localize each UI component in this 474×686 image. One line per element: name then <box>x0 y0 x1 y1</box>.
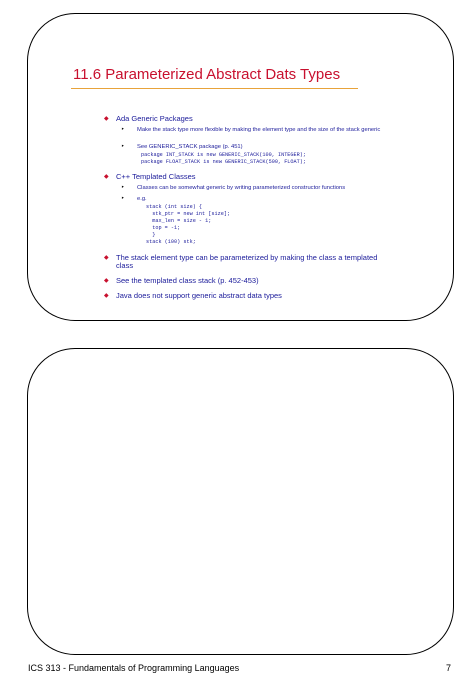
diamond-bullet-icon: ◆ <box>104 293 109 299</box>
arrow-bullet-icon: ‣ <box>121 185 125 191</box>
empty-notes-frame <box>27 348 454 655</box>
code-line: top = -1; <box>146 225 181 231</box>
diamond-bullet-icon: ◆ <box>104 174 109 180</box>
diamond-bullet-icon: ◆ <box>104 278 109 284</box>
code-line: stack (int size) { <box>146 204 203 210</box>
code-line: stk_ptr = new int [size]; <box>146 211 231 217</box>
arrow-bullet-icon: ‣ <box>121 144 125 150</box>
code-line: } <box>146 232 156 238</box>
diamond-bullet-icon: ◆ <box>104 255 109 261</box>
footer-course-title: ICS 313 - Fundamentals of Programming Languages <box>28 663 240 673</box>
arrow-bullet-icon: ‣ <box>121 196 125 202</box>
slide-frame <box>27 13 454 321</box>
diamond-bullet-icon: ◆ <box>104 116 109 122</box>
title-divider <box>71 88 358 89</box>
code-line: package INT_STACK is new GENERIC_STACK(100, INTEGER); <box>141 152 306 158</box>
page-number: 7 <box>446 663 452 673</box>
code-line: max_len = size - 1; <box>146 218 212 224</box>
code-line: package FLOAT_STACK is new GENERIC_STACK(500, FLOAT); <box>141 159 306 165</box>
arrow-bullet-icon: ‣ <box>121 127 125 133</box>
code-line: stack (100) stk; <box>146 239 196 245</box>
slide-title: 11.6 Parameterized Abstract Dats Types <box>73 66 341 83</box>
